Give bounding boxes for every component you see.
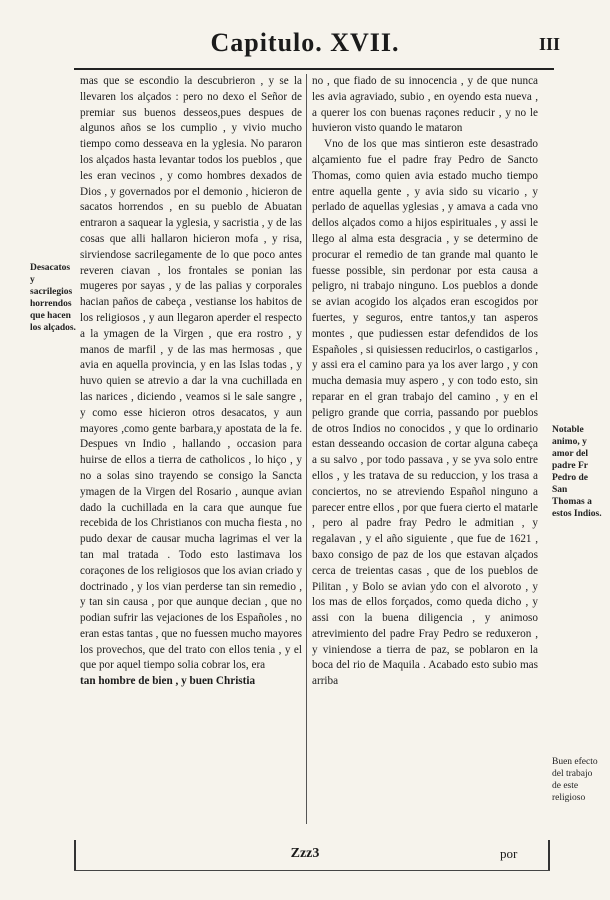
margin-note-left: Desacatos y sacrilegios horrendos que hacen los alçados. — [30, 263, 76, 333]
footer-rule — [74, 870, 550, 871]
right-column-paragraph-1: no , que fiado de su innocencia , y de que nunca les avia agraviado, subio , en oyendo esta nueva , a querer los con buenas raçones reducir , y no le huvieron visto quando le mataron — [312, 75, 538, 135]
left-column — [80, 74, 302, 690]
column-divider — [306, 74, 307, 824]
signature-mark: Zzz3 — [290, 846, 320, 861]
catchword: por — [500, 846, 518, 861]
header-rule — [74, 68, 554, 70]
right-column — [312, 74, 538, 690]
left-column-text: mas que se escondio la descubrieron , y se la llevaren los alçados : pero no dexo el Señor de premiar sus buenos desseos,pues despues de algunos años se los cumplio , y vivio mucho tiempo como desseava en la yglesia. No pararon los alçados hasta levantar todos los pueblos , que les eran vecinos , y como hombres dexados de Dios , y governados por el demonio , hicieron de sacatos horrendos , en su pueblo de Abuatan entraron a saquear la yglesia, y sacristia , y de las cosas que alli hallaron hicieron mofa , y risa, sirviendose sacrilegamente de lo que poco antes reveren ciavan , los frontales se ponian las mugeres por sayas , y de las palias y corporales hacian paños de cabeça , vestianse los habitos de los religiosos , y aun llegaron aperder el respecto a la ymagen de la Virgen , que era rostro , y manos de marfil , y de las mas hermosas , que avia en aquella provincia, y en las Islas todas , y huvo quien se atrevio a dar la vna cuchillada en las narices , diciendo , veamos si le sale sangre , y como esse hicieron otros desacatos, y aun mayores ,como gente barbara,y apostata de la fe. Despues vn Indio , hallando , occasion para huirse de ellos a tierra de catholicos , lo hiço , y no a solas sino trayendo se consigo la Sancta ymagen de la Virgen del Rosario , aunque avian dado la cuchillada en la cara que aunque fue recebida de los Christianos con mucha fiesta , no pudo dexar de causar mucha lagrimas el ver la tan mal tratada . Todo esto lastimava los coraçones de los religiosos que los avian criado y doctrinado , y los vian perderse tan sin remedio , y tan sin causa , por que aunque decian , que no podian sufrir las vejaciones de los Españoles , no eran estas tantas , que no fuessen mucho mayores los provechos, que del trato con ellos tenia , y el que por aquel tiempo solia cobrar los, era — [80, 75, 302, 672]
left-column-last-line: tan hombre de bien , y buen Christia — [80, 675, 256, 688]
margin-note-right-bottom: Buen efecto del trabajo de este religioso — [552, 757, 598, 803]
chapter-title: Capitulo. XVII. — [210, 28, 400, 57]
margin-note-right-top: Notable animo, y amor del padre Fr Pedro de San Thomas a estos Indios. — [552, 425, 602, 519]
page-number: III — [538, 34, 560, 54]
right-column-paragraph-2: Vno de los que mas sintieron este desastrado alçamiento fue el padre fray Pedro de Sancto Thomas, como quien avia estado mucho tiempo entre aquella gente , y avia sido su vicario , y perlado de aquellas yglesias , y amava a cada vno dellos alçados como a hijos espirituales , y assi le llego al alma esta desgracia , y se determino de procurar el remedio de tan grande mal quanto le fuesse possible, sin perdonar por esta causa a peligro, ni trabajo ninguno. Los pueblos a donde se avian acogido los alçados eran escogidos por fuertes, y seguros, entre tantos,y tan asperos montes , que pudiessen estar defendidos de los Españoles , si quisiessen reducirlos, o castigarlos , y assi era el camino para ya los aver largo , y con mucha demasia muy aspero , y con todo esto, sin reparar en el gran trabajo del camino , y en el peligro grande que corria, passando por pueblos de otros Indios no conocidos , y que lo ordinario estan desseando occasion de cortar alguna cabeça a su salvo , por todo passava , y se yva solo entre ellos , y les tratava de su reduccion, y los trasa a conciertos, no se atreviendo Español ninguno a parecer entre ellos , por que fuera cierto el matarle , pero al padre fray Pedro le admitian , y regalavan , y el año siguiente , que fue de 1621 , baxo consigo de paz de los que estavan alçados cerca de treientas casas , que de los pueblos de Pilitan , y Bolo se avian ydo con el alvoroto , y los mas de ellos forçados, como queda dicho , y assi con la buena diligencia , y animoso atrevimiento del padre Fray Pedro se reduxeron , y viniendose a tierra de paz, se poblaron en la boca del rio de Maquila . Acabado esto subio mas arriba — [312, 138, 538, 688]
